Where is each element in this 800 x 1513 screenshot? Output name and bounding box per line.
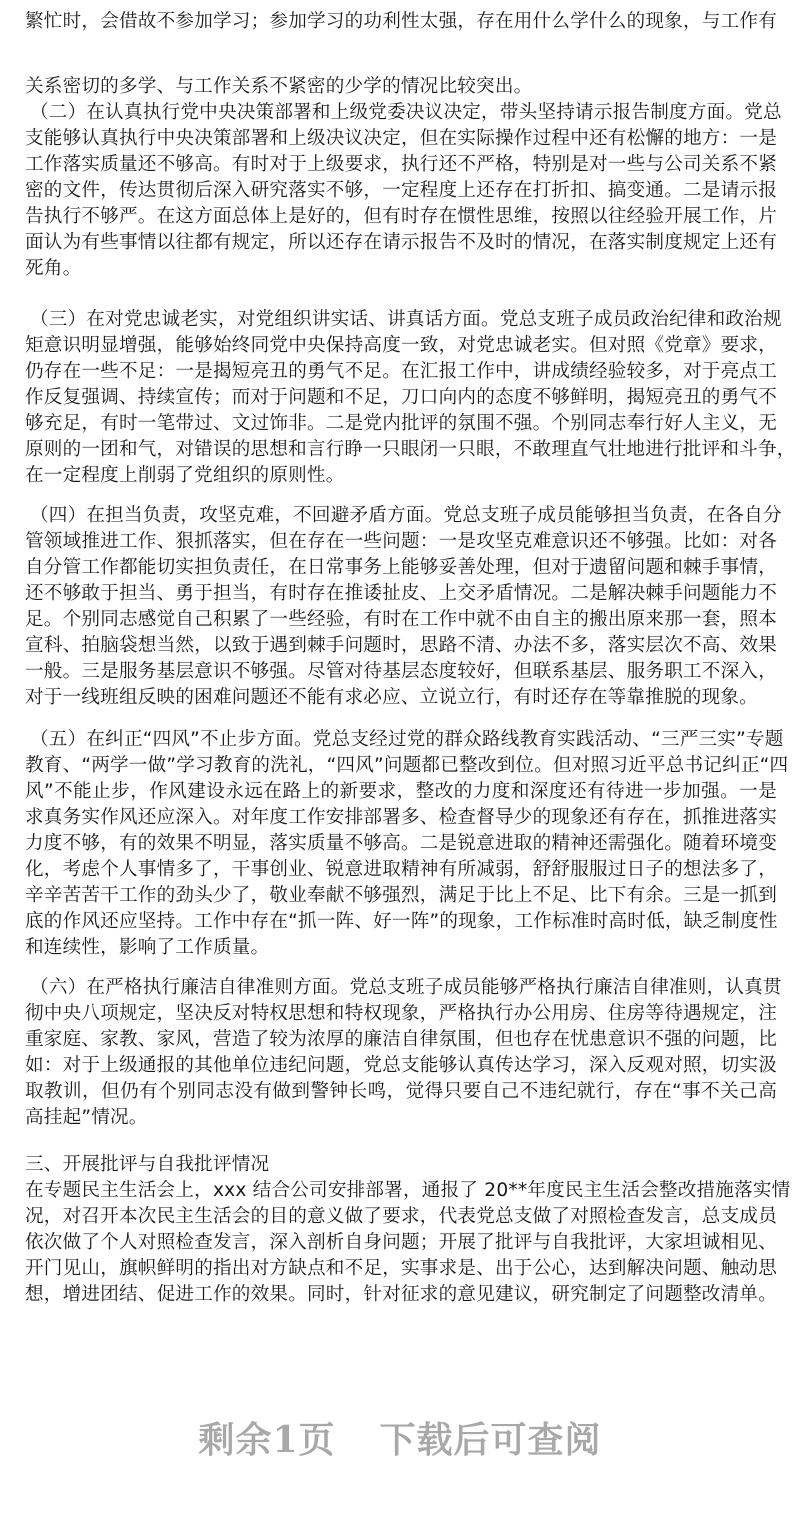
text-line: 支能够认真执行中央决策部署和上级决议决定，但在实际操作过程中还有松懈的地方：一是 bbox=[25, 128, 777, 149]
download-hint-label: 下载后可查阅 bbox=[379, 1419, 602, 1461]
text-line: 依次做了个人对照检查发言，深入剖析自身问题；开展了批评与自我批评，大家坦诚相见、 bbox=[25, 1232, 777, 1253]
text-line: 教育、“两学一做”学习教育的洗礼，“四风”问题都已整改到位。但对照习近平总书记纠正“四 bbox=[25, 755, 789, 776]
text-line: （六）在严格执行廉洁自律准则方面。党总支班子成员能够严格执行廉洁自律准则，认真贯 bbox=[30, 977, 782, 998]
remaining-pages-label: 剩余1页 bbox=[198, 1419, 336, 1461]
download-prompt[interactable] bbox=[0, 1412, 800, 1463]
text-line: 原则的一团和气，对错误的思想和言行睁一只眼闭一只眼，不敢理直气壮地进行批评和斗争， bbox=[25, 439, 796, 460]
text-line: 和连续性，影响了工作质量。 bbox=[25, 937, 270, 958]
text-line: 矩意识明显增强，能够始终同党中央保持高度一致，对党忠诚老实。但对照《党章》要求， bbox=[25, 335, 777, 356]
text-line: 风”不能止步，作风建设永远在路上的新要求，整改的力度和深度还有待进一步加强。一是 bbox=[25, 781, 777, 802]
text-line: 够充足，有时一笔带过、文过饰非。二是党内批评的氛围不强。个别同志奉行好人主义，无 bbox=[25, 413, 777, 434]
text-line: 还不够敢于担当、勇于担当，有时存在推诿扯皮、上交矛盾情况。二是解决棘手问题能力不 bbox=[25, 583, 777, 604]
text-line: 宣科、拍脑袋想当然，以致于遇到棘手问题时，思路不清、办法不多，落实层次不高、效果 bbox=[25, 635, 777, 656]
text-line: 底的作风还应坚持。工作中存在“抓一阵、好一阵”的现象，工作标准时高时低，缺乏制度性 bbox=[25, 911, 778, 932]
text-line: 作反复强调、持续宣传；而对于问题和不足，刀口向内的态度不够鲜明，揭短亮丑的勇气不 bbox=[25, 387, 777, 408]
text-line: 彻中央八项规定，坚决反对特权思想和特权现象，严格执行办公用房、住房等待遇规定，注 bbox=[25, 1003, 777, 1024]
text-line: 力度不够，有的效果不明显，落实质量不够高。二是锐意进取的精神还需强化。随着环境变 bbox=[25, 833, 777, 854]
text-line: （四）在担当负责，攻坚克难，不回避矛盾方面。党总支班子成员能够担当负责，在各自分 bbox=[30, 505, 782, 526]
text-line: 密的文件，传达贯彻后深入研究落实不够，一定程度上还存在打折扣、搞变通。二是请示报 bbox=[25, 180, 777, 201]
text-line: 一般。三是服务基层意识不够强。尽管对待基层态度较好，但联系基层、服务职工不深入， bbox=[25, 661, 777, 682]
text-line: 化，考虑个人事情多了，干事创业、锐意进取精神有所减弱，舒舒服服过日子的想法多了， bbox=[25, 859, 777, 880]
text-line: 求真务实作风还应深入。对年度工作安排部署多、检查督导少的现象还有存在，抓推进落实 bbox=[25, 807, 777, 828]
text-line: 死角。 bbox=[25, 258, 82, 279]
text-line: 关系密切的多学、与工作关系不紧密的少学的情况比较突出。 bbox=[25, 76, 533, 97]
text-line: 管领域推进工作、狠抓落实，但在存在一些问题：一是攻坚克难意识还不够强。比如：对各 bbox=[25, 531, 777, 552]
text-line: 高挂起”情况。 bbox=[25, 1107, 148, 1128]
text-line: 辛辛苦苦干工作的劲头少了，敬业奉献不够强烈，满足于比上不足、比下有余。三是一抓到 bbox=[25, 885, 777, 906]
text-line: 对于一线班组反映的困难问题还不能有求必应、立说立行，有时还存在等靠推脱的现象。 bbox=[25, 687, 758, 708]
text-line: （五）在纠正“四风”不止步方面。党总支经过党的群众路线教育实践活动、“三严三实”专题 bbox=[30, 729, 784, 750]
text-line: 自分管工作都能切实担负责任，在日常事务上能够妥善处理，但对于遗留问题和棘手事情， bbox=[25, 557, 777, 578]
text-line: 面认为有些事情以往都有规定，所以还存在请示报告不及时的情况，在落实制度规定上还有 bbox=[25, 232, 777, 253]
text-line: 取教训，但仍有个别同志没有做到警钟长鸣，觉得只要自己不违纪就行，存在“事不关己高 bbox=[25, 1081, 777, 1102]
text-line: 想，增进团结、促进工作的效果。同时，针对征求的意见建议，研究制定了问题整改清单。 bbox=[25, 1284, 777, 1305]
text-line: （二）在认真执行党中央决策部署和上级党委决议决定，带头坚持请示报告制度方面。党总 bbox=[30, 102, 782, 123]
text-line: 繁忙时，会借故不参加学习；参加学习的功利性太强，存在用什么学什么的现象，与工作有 bbox=[25, 11, 777, 32]
text-line: （三）在对党忠诚老实，对党组织讲实话、讲真话方面。党总支班子成员政治纪律和政治规 bbox=[30, 309, 782, 330]
text-line: 告执行不够严。在这方面总体上是好的，但有时存在惯性思维，按照以往经验开展工作，片 bbox=[25, 206, 777, 227]
text-line: 足。个别同志感觉自己积累了一些经验，有时在工作中就不由自主的搬出原来那一套，照本 bbox=[25, 609, 777, 630]
text-line: 况，对召开本次民主生活会的目的意义做了要求，代表党总支做了对照检查发言，总支成员 bbox=[25, 1206, 777, 1227]
text-line: 在专题民主生活会上，xxx 结合公司安排部署，通报了 20**年度民主生活会整改措施落实情 bbox=[25, 1180, 791, 1201]
text-line: 在一定程度上削弱了党组织的原则性。 bbox=[25, 465, 345, 486]
text-line: 三、开展批评与自我批评情况 bbox=[25, 1154, 270, 1175]
text-line: 工作落实质量还不够高。有时对于上级要求，执行还不严格，特别是对一些与公司关系不紧 bbox=[25, 154, 777, 175]
text-line: 开门见山，旗帜鲜明的指出对方缺点和不足，实事求是、出于公心，达到解决问题、触动思 bbox=[25, 1258, 777, 1279]
text-line: 重家庭、家教、家风，营造了较为浓厚的廉洁自律氛围，但也存在忧患意识不强的问题，比 bbox=[25, 1029, 777, 1050]
text-line: 仍存在一些不足：一是揭短亮丑的勇气不足。在汇报工作中，讲成绩经验较多，对于亮点工 bbox=[25, 361, 777, 382]
text-line: 如：对于上级通报的其他单位违纪问题，党总支能够认真传达学习，深入反观对照，切实汲 bbox=[25, 1055, 777, 1076]
